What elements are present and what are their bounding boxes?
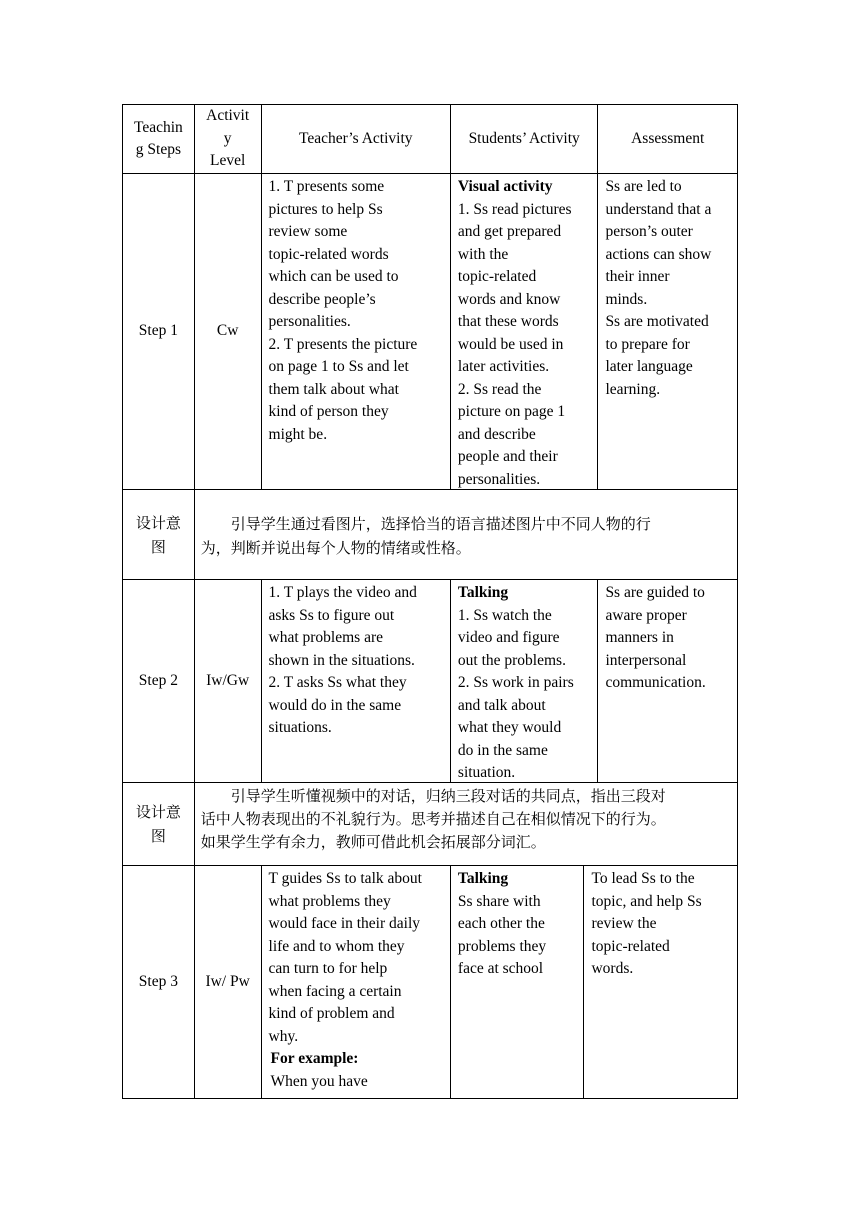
- text-line: and describe: [457, 425, 536, 443]
- text-line: personalities.: [268, 313, 351, 330]
- text-line: people and their: [457, 448, 558, 465]
- text-line: what they would: [457, 719, 562, 736]
- text-line: actions can show: [605, 245, 712, 263]
- step3-label: Step 3: [123, 866, 195, 1098]
- step3-teacher-activity: [262, 866, 451, 1098]
- text-line: describe people’s: [268, 290, 376, 308]
- step3-row: [123, 866, 737, 1098]
- text-line: situations.: [268, 719, 332, 736]
- step3-level: Iw/ Pw: [195, 866, 262, 1098]
- text-line: aware proper: [605, 606, 687, 624]
- text-line: each other the: [457, 915, 545, 932]
- label-line: 设计意: [135, 513, 181, 532]
- header-steps-line: g Steps: [135, 141, 181, 158]
- text-line: might be.: [268, 425, 328, 443]
- activity-type-title: Talking: [457, 584, 509, 601]
- text-line: asks Ss to figure out: [268, 606, 395, 624]
- text-line: 1. T presents some: [268, 178, 385, 195]
- text-line: out the problems.: [457, 651, 566, 669]
- text-line: 为，判断并说出每个人物的情绪或性格。: [200, 539, 471, 557]
- header-teacher-activity: Teacher’s Activity: [262, 105, 451, 173]
- step1-teacher-activity: [262, 174, 451, 489]
- text-line: 1. Ss watch the: [457, 606, 552, 624]
- text-line: would do in the same: [268, 696, 402, 714]
- text-line: When you have: [270, 1072, 368, 1090]
- text-line: review the: [591, 915, 657, 932]
- table-header-row: [123, 105, 737, 174]
- activity-type-title: Visual activity: [457, 178, 553, 195]
- text-line: minds.: [605, 290, 648, 308]
- step2-students-activity: [451, 580, 599, 782]
- text-line: words and know: [457, 290, 561, 308]
- text-line: pictures to help Ss: [268, 200, 383, 218]
- text-line: interpersonal: [605, 651, 687, 669]
- text-line: face at school: [457, 960, 544, 977]
- design-intent-1-text: [195, 490, 737, 579]
- text-line: To lead Ss to the: [591, 870, 695, 887]
- example-title: For example:: [270, 1050, 359, 1067]
- step1-label: Step 1: [123, 174, 195, 489]
- text-line: topic-related: [591, 937, 670, 955]
- text-line: later activities.: [457, 358, 550, 375]
- text-line: when facing a certain: [268, 982, 402, 1000]
- header-students-activity: Students’ Activity: [451, 105, 599, 173]
- text-line: review some: [268, 223, 348, 240]
- text-line: problems they: [457, 937, 547, 955]
- label-line: 图: [150, 827, 166, 845]
- text-line: 1. T plays the video and: [268, 584, 417, 601]
- step1-students-activity: [451, 174, 599, 489]
- text-line: video and figure: [457, 629, 560, 646]
- text-line: their inner: [605, 268, 670, 285]
- design-intent-1-row: [123, 490, 737, 580]
- text-line: 2. Ss read the: [457, 380, 542, 398]
- text-line: Ss are led to: [605, 178, 682, 195]
- text-line: can turn to for help: [268, 960, 388, 977]
- text-line: them talk about what: [268, 380, 399, 398]
- header-assessment: Assessment: [631, 129, 705, 147]
- lesson-plan-table: [122, 104, 738, 1099]
- text-line: 2. Ss work in pairs: [457, 674, 574, 691]
- text-line: would be used in: [457, 335, 564, 353]
- text-line: topic, and help Ss: [591, 892, 702, 910]
- text-line: and talk about: [457, 696, 546, 714]
- activity-type-title: Talking: [457, 870, 509, 887]
- text-line: later language: [605, 358, 693, 375]
- text-line: picture on page 1: [457, 403, 566, 420]
- step1-level: Cw: [195, 174, 262, 489]
- text-line: which can be used to: [268, 268, 399, 285]
- header-teaching-steps: [123, 105, 195, 173]
- step3-assessment: [584, 866, 737, 1098]
- text-line: with the: [457, 245, 509, 263]
- header-steps-line: Teachin: [133, 118, 183, 136]
- header-level-line: Activit: [206, 107, 250, 125]
- step1-row: [123, 174, 737, 490]
- text-line: on page 1 to Ss and let: [268, 358, 409, 375]
- text-line: do in the same: [457, 741, 548, 759]
- text-line: 如果学生学有余力，教师可借此机会拓展部分词汇。: [200, 833, 546, 851]
- label-line: 图: [150, 537, 166, 556]
- text-line: topic-related words: [268, 245, 389, 263]
- text-line: and get prepared: [457, 223, 562, 240]
- text-line: T guides Ss to talk about: [268, 870, 422, 887]
- text-line: learning.: [605, 380, 661, 398]
- text-line: 2. T presents the picture: [268, 335, 418, 353]
- text-line: communication.: [605, 674, 706, 691]
- text-line: to prepare for: [605, 335, 690, 353]
- design-intent-1-label: [123, 490, 195, 579]
- step2-row: [123, 580, 737, 783]
- text-line: kind of person they: [268, 403, 389, 420]
- text-line: words.: [591, 960, 634, 977]
- text-line: life and to whom they: [268, 937, 405, 955]
- text-line: why.: [268, 1027, 299, 1045]
- step3-students-activity: [451, 866, 585, 1098]
- text-line: Ss are guided to: [605, 584, 705, 601]
- text-line: 引导学生听懂视频中的对话，归纳三段对话的共同点，指出三段对: [230, 787, 666, 805]
- text-line: understand that a: [605, 200, 712, 218]
- header-level-line: y: [223, 129, 232, 147]
- design-intent-2-label: [123, 783, 195, 865]
- design-intent-2-row: [123, 783, 737, 866]
- header-activity-level: [195, 105, 262, 173]
- text-line: personalities.: [457, 470, 541, 488]
- label-line: 设计意: [135, 803, 181, 821]
- text-line: would face in their daily: [268, 915, 421, 932]
- text-line: situation.: [457, 764, 516, 781]
- step2-assessment: [598, 580, 737, 782]
- header-level-line: Level: [210, 152, 246, 170]
- text-line: what problems are: [268, 629, 384, 646]
- text-line: Ss are motivated: [605, 313, 709, 330]
- text-line: person’s outer: [605, 223, 693, 240]
- text-line: that these words: [457, 313, 559, 330]
- step1-assessment: [598, 174, 737, 489]
- step2-level: Iw/Gw: [195, 580, 262, 782]
- design-intent-2-text: [195, 783, 737, 865]
- step2-teacher-activity: [262, 580, 451, 782]
- text-line: kind of problem and: [268, 1005, 395, 1022]
- text-line: 1. Ss read pictures: [457, 200, 572, 218]
- text-line: what problems they: [268, 892, 391, 910]
- text-line: manners in: [605, 629, 674, 646]
- text-line: 话中人物表现出的不礼貌行为。思考并描述自己在相似情况下的行为。: [200, 810, 666, 828]
- step2-label: Step 2: [123, 580, 195, 782]
- text-line: Ss share with: [457, 892, 541, 910]
- text-line: 2. T asks Ss what they: [268, 674, 407, 691]
- text-line: 引导学生通过看图片，选择恰当的语言描述图片中不同人物的行: [230, 515, 651, 533]
- text-line: shown in the situations.: [268, 651, 415, 669]
- text-line: topic-related: [457, 268, 537, 285]
